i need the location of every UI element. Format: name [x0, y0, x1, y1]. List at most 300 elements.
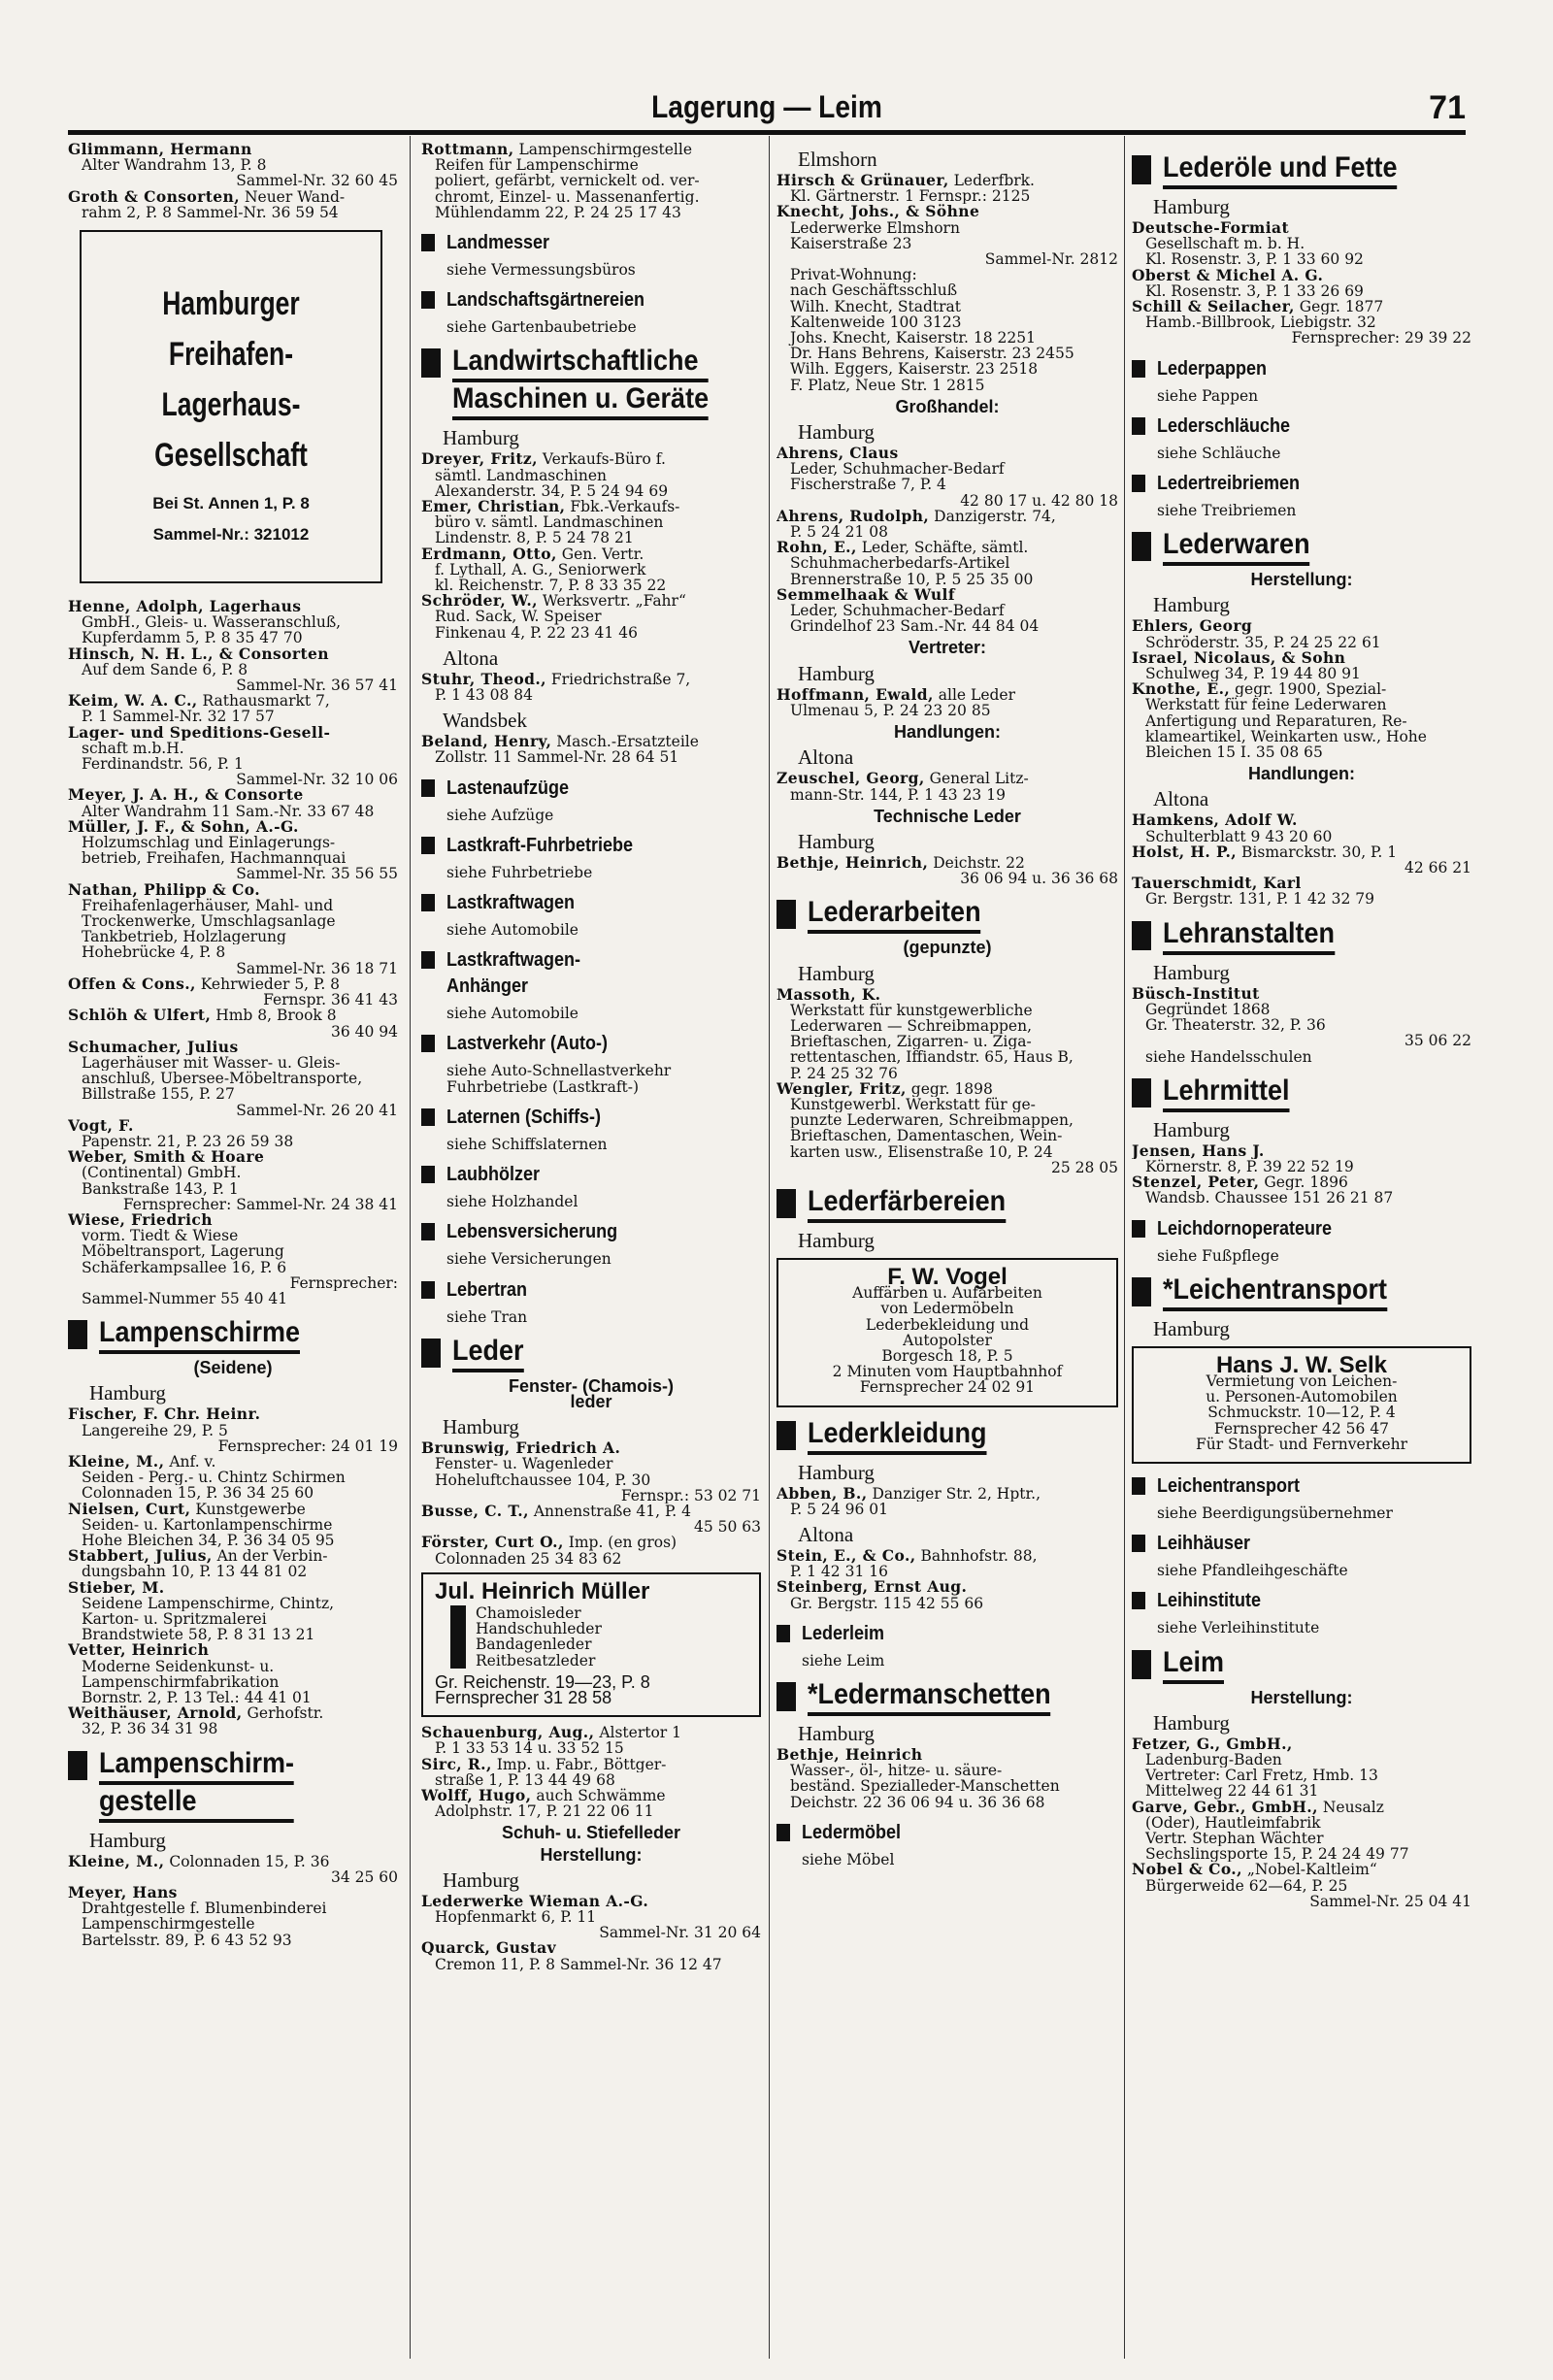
category-heading: [421, 1219, 761, 1245]
category-title-block: [1157, 1588, 1272, 1614]
entry-line: Trockenwerke, Umschlagsanlage: [82, 913, 336, 930]
category-heading: [776, 896, 1118, 934]
entry-name: Kleine, M.,: [68, 1853, 165, 1869]
entry-line: Sammel-Nr. 32 60 45: [236, 173, 398, 189]
advertisement-line: Bandagenleder: [476, 1636, 592, 1654]
subheading: [421, 1375, 761, 1411]
entry-line: Tankbetrieb, Holzlagerung: [82, 929, 286, 945]
page-number: 71: [1429, 89, 1466, 126]
entry-line: Lampenschirmgestelle: [82, 1916, 255, 1933]
entry-first-line: [1132, 1174, 1471, 1190]
entry-first-line: [421, 1757, 761, 1772]
entry-line: Ferdinandstr. 56, P. 1: [82, 756, 244, 773]
entry-first-line: [1132, 650, 1471, 666]
entry-line: Fernsprecher:: [289, 1274, 398, 1291]
category-marker-icon: [68, 1751, 87, 1780]
entry-detail: alle Leder: [938, 686, 1015, 703]
entry-line: Anfertigung und Reparaturen, Re-: [1145, 712, 1407, 729]
entry-line: Gesellschaft m. b. H.: [1145, 236, 1305, 252]
city-heading: Hamburg: [443, 1415, 519, 1439]
entry-line: Cremon 11, P. 8 Sammel-Nr. 36 12 47: [435, 1956, 722, 1972]
entry-detail: Rathausmarkt 7,: [202, 693, 330, 710]
category-title: Lampenschirme: [99, 1316, 300, 1354]
entry-line: 42 80 17 u. 42 80 18: [960, 492, 1118, 509]
entry-first-line: [1132, 299, 1471, 314]
entry-name: Fischer, F. Chr. Heinr.: [68, 1406, 261, 1423]
entry-name: Kleine, M.,: [68, 1453, 165, 1471]
entry-line: Ladenburg-Baden: [1145, 1751, 1282, 1768]
category-marker-icon: [1132, 475, 1145, 492]
entry-line: 45 50 63: [693, 1519, 761, 1536]
entry-line: kl. Reichenstr. 7, P. 8 33 35 22: [435, 578, 667, 594]
cross-reference: siehe Holzhandel: [446, 1193, 578, 1211]
directory-entry: [68, 725, 398, 788]
subheading: [776, 806, 1118, 826]
entry-name: Vetter, Heinrich: [68, 1642, 210, 1659]
entry-name: Schlöh & Ulfert,: [68, 1008, 212, 1024]
cross-reference: siehe Auto-Schnellastverkehr: [446, 1062, 672, 1080]
entry-name: Weber, Smith & Hoare: [68, 1149, 265, 1166]
category-title-block: [1163, 1646, 1231, 1684]
advertisement-bar: [450, 1605, 466, 1669]
entry-line: GmbH., Gleis- u. Wasseranschluß,: [82, 614, 342, 631]
column-divider: [769, 136, 770, 2359]
entry-detail: Werksvertr. „Fahr“: [542, 593, 686, 610]
category-title-block: [802, 1820, 911, 1846]
entry-name: Schauenburg, Aug.,: [421, 1725, 595, 1741]
directory-entry: [68, 1406, 398, 1454]
advertisement-line: Lederbekleidung und: [865, 1315, 1030, 1334]
category-marker-icon: [68, 1320, 87, 1349]
city-heading: Elmshorn: [798, 148, 877, 171]
entry-name: Dreyer, Fritz,: [421, 451, 538, 468]
entry-line: Deichstr. 22 36 06 94 u. 36 36 68: [790, 1794, 1045, 1810]
entry-detail: Annenstraße 41, P. 4: [533, 1503, 691, 1520]
category-marker-icon: [421, 1339, 441, 1368]
category-marker-icon: [1132, 417, 1145, 435]
entry-detail: Leder, Schäfte, sämtl.: [861, 540, 1029, 556]
directory-entry: [68, 1885, 398, 1948]
entry-name: Quarck, Gustav: [421, 1940, 556, 1957]
directory-entry: [68, 189, 398, 220]
entry-line: Gr. Bergstr. 115 42 55 66: [790, 1595, 984, 1611]
header-rule: [68, 130, 1466, 135]
entry-detail: Danzigerstr. 74,: [934, 508, 1056, 525]
advertisement-line: von Ledermöbeln: [880, 1300, 1014, 1318]
entry-line: Brennerstraße 10, P. 5 25 35 00: [790, 571, 1034, 587]
category-heading: [421, 1162, 761, 1188]
category-heading: [421, 1031, 761, 1057]
advertisement-line: Bei St. Annen 1, P. 8: [152, 494, 310, 513]
entry-line: Bornstr. 2, P. 13 Tel.: 44 41 01: [82, 1690, 312, 1706]
category-marker-icon: [776, 900, 796, 929]
entry-name: Weithäuser, Arnold,: [68, 1705, 243, 1722]
entry-first-line: [68, 1454, 398, 1470]
entry-detail: Neuer Wand-: [244, 188, 346, 205]
category-marker-icon: [421, 1166, 435, 1183]
subheading: [1132, 1687, 1471, 1707]
advertisement-line: Schmuckstr. 10—12, P. 4: [1207, 1404, 1396, 1422]
entry-first-line: [68, 646, 398, 662]
entry-line: Fischerstraße 7, P. 4: [790, 477, 946, 493]
entry-line: Langereihe 29, P. 5: [82, 1422, 228, 1438]
entry-name: Brunswig, Friedrich A.: [421, 1440, 621, 1457]
entry-line: Schulweg 34, P. 19 44 80 91: [1145, 666, 1361, 682]
entry-line: 25 28 05: [1050, 1159, 1118, 1175]
subheading: [421, 1844, 761, 1865]
entry-line: Hohebrücke 4, P. 8: [82, 944, 226, 961]
entry-line: Brandstwiete 58, P. 8 31 13 21: [82, 1627, 315, 1643]
entry-detail: Bahnhofstr. 88,: [920, 1547, 1038, 1565]
entry-name: Zeuschel, Georg,: [776, 771, 925, 787]
advertisement-box: [1132, 1346, 1471, 1464]
entry-first-line: [68, 1212, 398, 1228]
entry-line: Bankstraße 143, P. 1: [82, 1180, 239, 1197]
category-marker-icon: [776, 1824, 790, 1841]
directory-entry: [68, 1118, 398, 1149]
entry-line: Kl. Rosenstr. 3, P. 1 33 60 92: [1145, 251, 1364, 268]
entry-first-line: [421, 499, 761, 514]
entry-line: chromt, Einzel- u. Massenanfertig.: [435, 188, 700, 205]
entry-line: Kl. Rosenstr. 3, P. 1 33 26 69: [1145, 282, 1364, 300]
entry-line: Dr. Hans Behrens, Kaiserstr. 23 2455: [790, 346, 1074, 362]
entry-line: rettentaschen, Iffiandstr. 65, Haus B,: [790, 1049, 1074, 1066]
category-title-block: [446, 833, 653, 859]
advertisement-body: [435, 1605, 747, 1669]
entry-detail: Bismarckstr. 30, P. 1: [1241, 843, 1398, 861]
entry-line: Alter Wandrahm 11 Sam.-Nr. 33 67 48: [82, 803, 375, 819]
category-title-block: [99, 1747, 315, 1823]
category-marker-icon: [421, 1108, 435, 1126]
directory-entry: [68, 1580, 398, 1643]
entry-detail: Lampenschirmgestelle: [518, 142, 692, 158]
entry-line: Hohe Bleichen 34, P. 36 34 05 95: [82, 1532, 335, 1549]
category-heading: [1132, 917, 1471, 955]
entry-line: Alter Wandrahm 13, P. 8: [82, 157, 267, 174]
category-heading: [68, 1316, 398, 1354]
entry-line: Ulmenau 5, P. 24 23 20 85: [790, 702, 991, 719]
city-heading: Hamburg: [798, 1722, 875, 1745]
entry-line: 36 40 94: [330, 1023, 398, 1040]
entry-line: büro v. sämtl. Landmaschinen: [435, 514, 664, 531]
directory-entry: [1132, 268, 1471, 299]
entry-line: mann-Str. 144, P. 1 43 23 19: [790, 786, 1006, 803]
category-heading: [421, 287, 761, 314]
advertisement-box: [421, 1572, 761, 1717]
advertisement-line: Für Stadt- und Fernverkehr: [1195, 1435, 1408, 1453]
category-title-block: [446, 947, 595, 1000]
category-heading: [1132, 1531, 1471, 1557]
cross-reference: siehe Automobile: [446, 921, 578, 940]
category-title-block: [808, 1417, 1007, 1455]
entry-line: Fenster- u. Wagenleder: [435, 1456, 613, 1472]
entry-first-line: [68, 142, 398, 157]
entry-line: Brieftaschen, Zigarren- u. Ziga-: [790, 1034, 1032, 1050]
entry-line: Wandsb. Chaussee 151 26 21 87: [1145, 1190, 1394, 1207]
entry-line: Lindenstr. 8, P. 5 24 78 21: [435, 530, 634, 546]
entry-line: f. Lythall, A. G., Seniorwerk: [435, 561, 646, 578]
entry-detail: Colonnaden 15, P. 36: [169, 1853, 330, 1869]
entry-first-line: [421, 1535, 761, 1550]
entry-first-line: [68, 1040, 398, 1055]
advertisement-line: Vermietung von Leichen-: [1206, 1372, 1398, 1390]
entry-first-line: [1132, 220, 1471, 236]
advertisement-line: Auffärben u. Aufarbeiten: [852, 1284, 1042, 1303]
category-title: Lederpappen: [1157, 357, 1268, 380]
entry-line: Kaltenweide 100 3123: [790, 314, 962, 331]
entry-first-line: [68, 1705, 398, 1721]
advertisement-lines: [476, 1605, 602, 1669]
column-2: [421, 142, 761, 2355]
advertisement-line: Chamoisleder: [476, 1603, 581, 1622]
category-title-block: [99, 1316, 322, 1354]
entry-first-line: [68, 1406, 398, 1422]
advertisement-footer: Fernsprecher 31 28 58: [435, 1687, 612, 1707]
entry-line: vorm. Tiedt & Wiese: [82, 1228, 239, 1244]
entry-line: Gegründet 1868: [1145, 1001, 1271, 1018]
entry-line: Hoheluftchaussee 104, P. 30: [435, 1471, 651, 1488]
category-heading: [1132, 528, 1471, 566]
city-heading: Altona: [1153, 787, 1209, 811]
entry-name: Müller, J. F., & Sohn, A.-G.: [68, 818, 299, 836]
directory-entry: [776, 1579, 1118, 1610]
entry-line: P. 24 25 32 76: [790, 1065, 898, 1081]
entry-name: Wolff, Hugo,: [421, 1787, 532, 1804]
entry-name: Fetzer, G., GmbH.,: [1132, 1735, 1293, 1752]
category-title: Lampenschirm-: [99, 1747, 294, 1785]
category-heading: [776, 1621, 1118, 1647]
advertisement-title: Jul. Heinrich Müller: [435, 1577, 650, 1604]
directory-entry: [776, 1548, 1118, 1579]
entry-name: Schröder, W.,: [421, 593, 538, 610]
category-title: Lederfärbereien: [808, 1185, 1006, 1223]
entry-detail: Lederfbrk.: [953, 173, 1035, 189]
entry-first-line: [68, 976, 398, 992]
entry-first-line: [421, 1725, 761, 1740]
entry-line: Johs. Knecht, Kaiserstr. 18 2251: [790, 330, 1036, 347]
entry-line: F. Platz, Neue Str. 1 2815: [790, 377, 985, 393]
category-heading: [1132, 1588, 1471, 1614]
column-4: [1132, 142, 1471, 2355]
entry-line: Fernsprecher: 29 39 22: [1291, 330, 1471, 347]
directory-entry: [776, 855, 1118, 886]
entry-line: P. 1 Sammel-Nr. 32 17 57: [82, 709, 275, 725]
category-marker-icon: [1132, 1078, 1151, 1107]
category-title-block: [1163, 151, 1423, 189]
category-title: Landmesser: [446, 232, 550, 254]
entry-line: straße 1, P. 13 44 49 68: [435, 1771, 615, 1788]
entry-name: Ahrens, Claus: [776, 446, 899, 462]
entry-first-line: [776, 509, 1118, 524]
directory-entry: [421, 593, 761, 641]
advertisement-title: [115, 279, 347, 480]
city-heading: Hamburg: [798, 1460, 875, 1484]
cross-reference: siehe Automobile: [446, 1005, 578, 1023]
directory-entry: [421, 672, 761, 703]
directory-entry: [776, 509, 1118, 540]
subheading-text: leder: [570, 1391, 612, 1411]
directory-entry: [68, 787, 398, 818]
entry-line: Kl. Gärtnerstr. 1 Fernspr.: 2125: [790, 188, 1031, 205]
directory-entry: [776, 540, 1118, 587]
entry-line: Privat-Wohnung:: [790, 267, 917, 283]
cross-reference: siehe Beerdigungsübernehmer: [1157, 1504, 1393, 1522]
entry-detail: Anf. v.: [169, 1453, 216, 1471]
subheading-text: Großhandel:: [895, 396, 1000, 416]
category-marker-icon: [1132, 1592, 1145, 1609]
entry-first-line: [421, 593, 761, 609]
category-marker-icon: [1132, 1477, 1145, 1495]
directory-entry: [1132, 650, 1471, 681]
entry-first-line: [68, 599, 398, 614]
directory-entry: [776, 1747, 1118, 1810]
entry-name: Garve, Gebr., GmbH.,: [1132, 1799, 1318, 1815]
category-title: Leim: [1163, 1646, 1224, 1684]
entry-first-line: [421, 142, 761, 157]
category-marker-icon: [421, 1281, 435, 1299]
directory-entry: [68, 693, 398, 724]
entry-line: Freihafenlagerhäuser, Mahl- und: [82, 897, 334, 914]
category-marker-icon: [1132, 1220, 1145, 1238]
subheading-text: Herstellung:: [540, 1844, 643, 1865]
entry-line: P. 1 43 08 84: [435, 687, 533, 704]
entry-name: Nathan, Philipp & Co.: [68, 881, 260, 898]
category-title-block: [446, 1162, 550, 1188]
entry-first-line: [776, 1548, 1118, 1564]
city-heading: Hamburg: [798, 829, 875, 853]
entry-name: Schill & Seilacher,: [1132, 299, 1295, 315]
category-marker-icon: [1132, 921, 1151, 950]
entry-line: Körnerstr. 8, P. 39 22 52 19: [1145, 1158, 1354, 1175]
subheading-text: Herstellung:: [1250, 1687, 1353, 1707]
category-marker-icon: [421, 291, 435, 309]
category-title-block: [446, 230, 561, 256]
entry-line: Seiden- u. Kartonlampenschirme: [82, 1516, 333, 1533]
directory-entry: [68, 1854, 398, 1885]
entry-first-line: [1132, 618, 1471, 634]
entry-line: 32, P. 36 34 31 98: [82, 1721, 218, 1737]
category-title: Lastkraft-Fuhrbetriebe: [446, 834, 634, 856]
category-title-block: [1157, 356, 1279, 382]
directory-entry: [421, 1757, 761, 1788]
entry-name: Nobel & Co.,: [1132, 1862, 1242, 1878]
entry-line: Leder, Schuhmacher-Bedarf: [790, 603, 1005, 619]
directory-entry: [1132, 876, 1471, 907]
entry-line: Lederwerke Elmshorn: [790, 219, 960, 236]
directory-entry: [421, 1788, 761, 1819]
subheading-text: Herstellung:: [1250, 570, 1353, 590]
cross-reference: siehe Aufzüge: [446, 806, 554, 824]
entry-line: Leder, Schuhmacher-Bedarf: [790, 461, 1005, 478]
entry-first-line: [1132, 681, 1471, 697]
city-heading: Hamburg: [1153, 1316, 1230, 1340]
category-title: Anhänger: [446, 975, 529, 998]
category-title: Lastkraftwagen-: [446, 949, 581, 972]
cross-reference: siehe Möbel: [802, 1850, 895, 1868]
category-title: Lastverkehr (Auto-): [446, 1033, 609, 1055]
entry-line: Sammel-Nr. 36 57 41: [236, 678, 398, 694]
subheading: [776, 396, 1118, 416]
city-heading: Hamburg: [443, 1868, 519, 1892]
entry-line: Papenstr. 21, P. 23 26 59 38: [82, 1133, 294, 1150]
category-heading: [1132, 356, 1471, 382]
entry-line: 36 06 94 u. 36 36 68: [960, 871, 1118, 887]
category-title-block: [1163, 917, 1354, 955]
subheading-text: Schuh- u. Stiefelleder: [501, 1823, 681, 1843]
directory-entry: [776, 1081, 1118, 1175]
entry-first-line: [776, 1747, 1118, 1763]
entry-line: Werkstatt für kunstgewerbliche: [790, 1002, 1033, 1018]
directory-entry: [68, 819, 398, 882]
entry-name: Lager- und Speditions-Gesell-: [68, 724, 331, 741]
category-marker-icon: [421, 1035, 435, 1052]
category-marker-icon: [421, 234, 435, 251]
category-heading: [1132, 413, 1471, 440]
category-title: *Leichentransport: [1163, 1273, 1387, 1311]
category-heading: [421, 1105, 761, 1131]
entry-name: Wiese, Friedrich: [68, 1211, 213, 1229]
entry-detail: General Litz-: [929, 771, 1029, 787]
entry-line: Adolphstr. 17, P. 21 22 06 11: [435, 1803, 654, 1820]
page-title: Lagerung — Leim: [651, 89, 882, 124]
entry-name: Stenzel, Peter,: [1132, 1174, 1260, 1191]
cross-reference: siehe Schiffslaternen: [446, 1135, 608, 1153]
entry-line: Bürgerweide 62—64, P. 25: [1145, 1877, 1348, 1894]
directory-entry: [421, 1725, 761, 1756]
cross-reference: siehe Leim: [802, 1651, 885, 1669]
directory-entry: [68, 142, 398, 189]
category-title: Leichdornoperateure: [1157, 1217, 1333, 1240]
entry-first-line: [1132, 812, 1471, 828]
category-marker-icon: [1132, 532, 1151, 561]
category-heading: [421, 1335, 761, 1372]
directory-entry: [1132, 844, 1471, 876]
entry-line: anschluß, Übersee-Möbeltransporte,: [82, 1071, 363, 1087]
entry-first-line: [68, 819, 398, 835]
directory-entry: [68, 599, 398, 646]
entry-first-line: [68, 693, 398, 709]
entry-name: Israel, Nicolaus, & Sohn: [1132, 649, 1346, 667]
entry-line: rahm 2, P. 8 Sammel-Nr. 36 59 54: [82, 204, 339, 221]
category-title: Lederöle und Fette: [1163, 151, 1398, 189]
category-marker-icon: [776, 1421, 796, 1450]
directory-entry: [421, 734, 761, 765]
category-title-block: [446, 1031, 625, 1057]
category-marker-icon: [421, 348, 441, 378]
directory-entry: [776, 987, 1118, 1081]
advertisement-box: [80, 230, 382, 583]
directory-entry: [1132, 1862, 1471, 1909]
entry-name: Henne, Adolph, Lagerhaus: [68, 599, 302, 615]
entry-first-line: [68, 1502, 398, 1517]
advertisement-title-line: Hamburger: [162, 285, 300, 323]
category-title: Lebensversicherung: [446, 1221, 618, 1243]
category-marker-icon: [421, 837, 435, 854]
category-heading: [1132, 1074, 1471, 1112]
entry-name: Offen & Cons.,: [68, 975, 196, 993]
directory-entry: [68, 1149, 398, 1212]
advertisement-line: u. Personen-Automobilen: [1206, 1388, 1398, 1406]
entry-line: Sammel-Nummer 55 40 41: [82, 1290, 288, 1307]
city-heading: Hamburg: [798, 961, 875, 985]
entry-detail: Verkaufs-Büro f.: [542, 451, 666, 468]
category-marker-icon: [421, 779, 435, 797]
city-heading: Hamburg: [1153, 195, 1230, 218]
entry-first-line: [776, 1486, 1118, 1502]
entry-name: Hoffmann, Ewald,: [776, 686, 934, 703]
directory-entry: [1132, 1174, 1471, 1206]
entry-name: Groth & Consorten,: [68, 188, 241, 205]
